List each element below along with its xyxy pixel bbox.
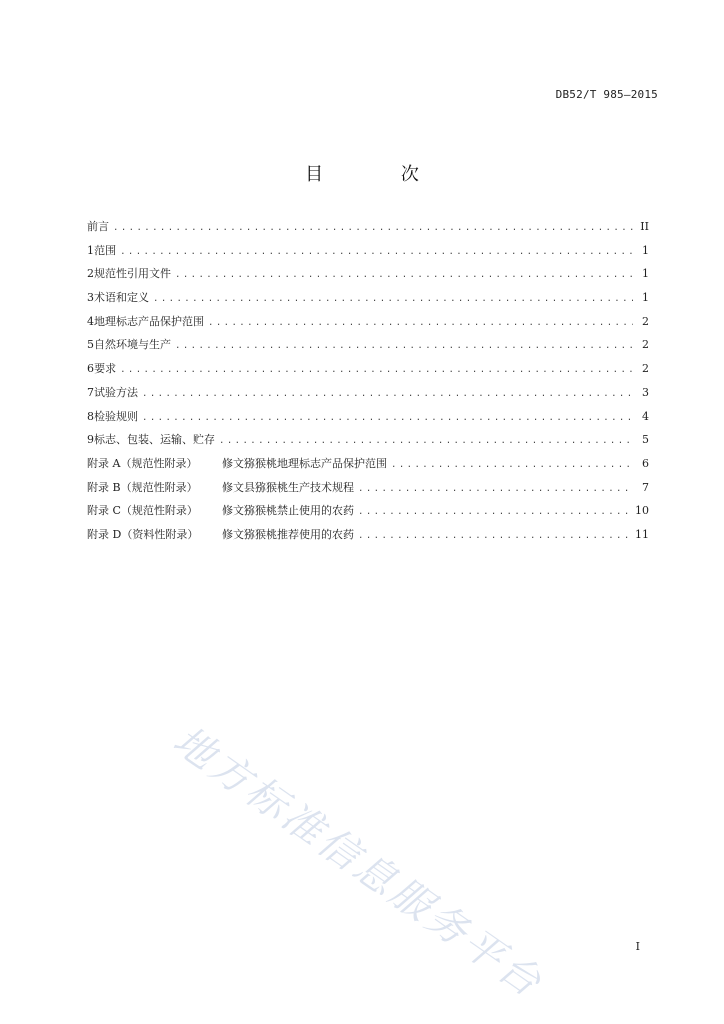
toc-entry-2[interactable] bbox=[87, 265, 649, 289]
document-code: DB52/T 985—2015 bbox=[555, 88, 658, 101]
toc-entry-number: 2 bbox=[87, 267, 94, 281]
toc-entry-page: 4 bbox=[642, 409, 649, 423]
toc-appendix-label: 附录 D（资料性附录） bbox=[87, 527, 199, 541]
toc-entry-3[interactable] bbox=[87, 289, 649, 313]
toc-entry-label: 标志、包装、运输、贮存 bbox=[94, 433, 215, 447]
toc-appendix-label: 附录 C（规范性附录） bbox=[87, 504, 198, 518]
toc-leader-dots bbox=[175, 341, 633, 351]
page-number: I bbox=[635, 940, 640, 953]
table-of-contents bbox=[87, 218, 649, 550]
toc-entry-4[interactable] bbox=[87, 313, 649, 337]
toc-entry-label: 试验方法 bbox=[94, 385, 138, 399]
toc-entry-label: 规范性引用文件 bbox=[94, 267, 171, 281]
toc-entry-page: 2 bbox=[642, 362, 649, 376]
watermark: 地方标准信息服务平台 bbox=[164, 717, 552, 1008]
toc-entry-page: 5 bbox=[642, 433, 649, 447]
toc-entry-page: 6 bbox=[642, 456, 649, 470]
toc-leader-dots bbox=[219, 436, 633, 446]
toc-entry-page: 7 bbox=[642, 480, 649, 494]
toc-entry-page: 2 bbox=[642, 338, 649, 352]
toc-entry-6[interactable] bbox=[87, 360, 649, 384]
toc-entry-label: 范围 bbox=[94, 243, 117, 257]
toc-leader-dots bbox=[358, 484, 633, 494]
toc-appendix-title: 修文猕猴桃禁止使用的农药 bbox=[222, 504, 354, 518]
toc-appendix-d[interactable] bbox=[87, 526, 649, 550]
toc-entry-label: 前言 bbox=[87, 220, 109, 233]
toc-entry-5[interactable] bbox=[87, 336, 649, 360]
toc-entry-page: 3 bbox=[642, 385, 649, 399]
toc-entry-7[interactable] bbox=[87, 384, 649, 408]
toc-entry-label: 要求 bbox=[94, 362, 117, 376]
toc-entry-page: II bbox=[640, 220, 649, 233]
toc-leader-dots bbox=[120, 247, 633, 257]
toc-leader-dots bbox=[142, 389, 633, 399]
toc-appendix-a[interactable] bbox=[87, 455, 649, 479]
toc-entry-number: 7 bbox=[87, 385, 94, 399]
toc-appendix-title: 修文猕猴桃推荐使用的农药 bbox=[222, 527, 354, 541]
toc-entry-number: 3 bbox=[87, 291, 94, 305]
toc-entry-1[interactable] bbox=[87, 242, 649, 266]
toc-entry-label: 地理标志产品保护范围 bbox=[94, 314, 204, 328]
toc-appendix-label: 附录 B（规范性附录） bbox=[87, 480, 198, 494]
toc-entry-label: 自然环境与生产 bbox=[94, 338, 171, 352]
toc-leader-dots bbox=[208, 318, 633, 328]
toc-appendix-title: 修文县猕猴桃生产技术规程 bbox=[222, 480, 354, 494]
toc-entry-number: 6 bbox=[87, 362, 94, 376]
toc-leader-dots bbox=[142, 413, 633, 423]
toc-entry-foreword[interactable] bbox=[87, 218, 649, 242]
toc-entry-page: 2 bbox=[642, 314, 649, 328]
toc-entry-label: 术语和定义 bbox=[94, 291, 149, 305]
toc-entry-number: 5 bbox=[87, 338, 94, 352]
toc-entry-page: 10 bbox=[635, 504, 649, 518]
toc-entry-number: 8 bbox=[87, 409, 94, 423]
toc-entry-page: 1 bbox=[642, 267, 649, 281]
toc-entry-8[interactable] bbox=[87, 408, 649, 432]
toc-entry-page: 1 bbox=[642, 243, 649, 257]
toc-appendix-b[interactable] bbox=[87, 479, 649, 503]
toc-leader-dots bbox=[113, 223, 633, 233]
toc-appendix-title: 修文猕猴桃地理标志产品保护范围 bbox=[222, 456, 387, 470]
toc-entry-label: 检验规则 bbox=[94, 409, 138, 423]
toc-leader-dots bbox=[391, 460, 633, 470]
toc-entry-page: 11 bbox=[635, 527, 649, 541]
toc-appendix-c[interactable] bbox=[87, 502, 649, 526]
toc-entry-number: 1 bbox=[87, 243, 94, 257]
toc-entry-9[interactable] bbox=[87, 431, 649, 455]
toc-entry-number: 4 bbox=[87, 314, 94, 328]
toc-leader-dots bbox=[175, 270, 633, 280]
toc-leader-dots bbox=[120, 365, 633, 375]
toc-leader-dots bbox=[153, 294, 633, 304]
toc-entry-page: 1 bbox=[642, 291, 649, 305]
toc-leader-dots bbox=[358, 507, 631, 517]
toc-appendix-label: 附录 A（规范性附录） bbox=[87, 456, 198, 470]
toc-leader-dots bbox=[358, 531, 631, 541]
page-title: 目 次 bbox=[305, 164, 455, 185]
toc-entry-number: 9 bbox=[87, 433, 94, 447]
